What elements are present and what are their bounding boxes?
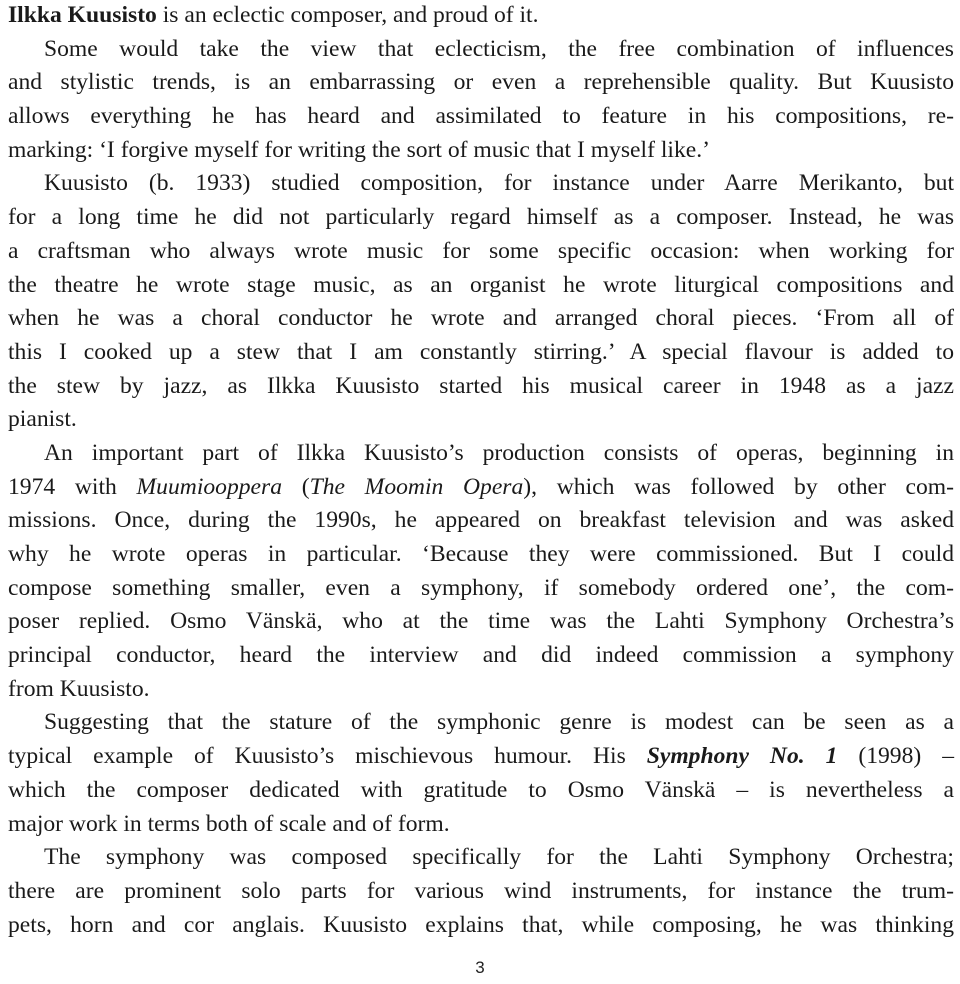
page-number: 3 — [475, 958, 485, 977]
text-line: which the composer dedicated with gratitude to Osmo Vänskä – is nevertheless a — [8, 776, 954, 803]
work-title: Symphony No. 1 — [646, 743, 838, 770]
text-line: there are prominent solo parts for various wind instruments, for instance the trum- — [8, 877, 954, 904]
text-line: why he wrote operas in particular. ‘Because they were commissioned. But I could — [8, 541, 954, 567]
text-line: pets, horn and cor anglais. Kuusisto explains that, while composing, he was thinking — [8, 911, 954, 938]
text-run: 1974 with — [8, 473, 137, 500]
text-line — [8, 740, 954, 774]
text-line: pianist. — [8, 406, 77, 433]
paragraph-biography — [8, 167, 954, 437]
text-line: Suggesting that the stature of the symphonic genre is modest can be seen as a — [44, 709, 954, 736]
text-line: principal conductor, heard the interview and did indeed commission a symphony — [8, 642, 954, 669]
text-run: ), which was followed by other com- — [523, 473, 954, 500]
text-line — [8, 471, 954, 505]
paragraph-symphony-humour — [8, 706, 954, 841]
text-line: poser replied. Osmo Vänskä, who at the time was the Lahti Symphony Orchestra’s — [8, 608, 954, 635]
opera-title-finnish: Muumiooppera — [136, 473, 283, 500]
text-line: An important part of Ilkka Kuusisto’s production consists of operas, beginning in — [44, 439, 954, 466]
text-line: the theatre he wrote stage music, as an organist he wrote liturgical compositions and — [8, 271, 954, 298]
composer-name: Ilkka Kuusisto — [8, 2, 157, 28]
text-line: allows everything he has heard and assimilated to feature in his compositions, re- — [8, 103, 954, 130]
text-line: compose something smaller, even a symphony, if somebody ordered one’, the com- — [8, 574, 954, 601]
text-line: The symphony was composed specifically for the Lahti Symphony Orchestra; — [44, 844, 954, 871]
text-line: the stew by jazz, as Ilkka Kuusisto started his musical career in 1948 as a jazz — [8, 372, 954, 399]
text-line — [8, 0, 954, 33]
text-line: major work in terms both of scale and of form. — [8, 810, 450, 837]
text-line: from Kuusisto. — [8, 675, 150, 702]
text-line: for a long time he did not particularly regard himself as a composer. Instead, he was — [8, 204, 954, 231]
paragraph-intro — [8, 0, 954, 33]
text-line: Some would take the view that eclecticism, the free combination of influences — [44, 35, 954, 62]
text-line: marking: ‘I forgive myself for writing the sort of music that I myself like.’ — [8, 136, 710, 163]
opera-title-english: The Moomin Opera — [309, 473, 524, 500]
text-line: when he was a choral conductor he wrote and arranged choral pieces. ‘From all of — [8, 305, 954, 332]
text-line: a craftsman who always wrote music for some specific occasion: when working for — [8, 237, 954, 264]
text-run: typical example of Kuusisto’s mischievous humour. His — [8, 743, 647, 770]
paragraph-eclecticism — [8, 33, 954, 168]
text-line: missions. Once, during the 1990s, he appeared on breakfast television and was asked — [8, 507, 954, 534]
text-line: and stylistic trends, is an embarrassing or even a reprehensible quality. But Kuusisto — [8, 69, 954, 96]
text-run: (1998) – — [837, 743, 954, 770]
paragraph-symphony-orchestra — [8, 841, 954, 942]
document-body — [8, 0, 954, 942]
text-run: ( — [282, 473, 310, 500]
text-line: Kuusisto (b. 1933) studied composition, for instance under Aarre Merikanto, but — [44, 170, 954, 197]
text-run: is an eclectic composer, and proud of it. — [156, 2, 539, 28]
text-line: this I cooked up a stew that I am constantly stirring.’ A special flavour is added to — [8, 338, 954, 365]
paragraph-operas — [8, 437, 954, 707]
